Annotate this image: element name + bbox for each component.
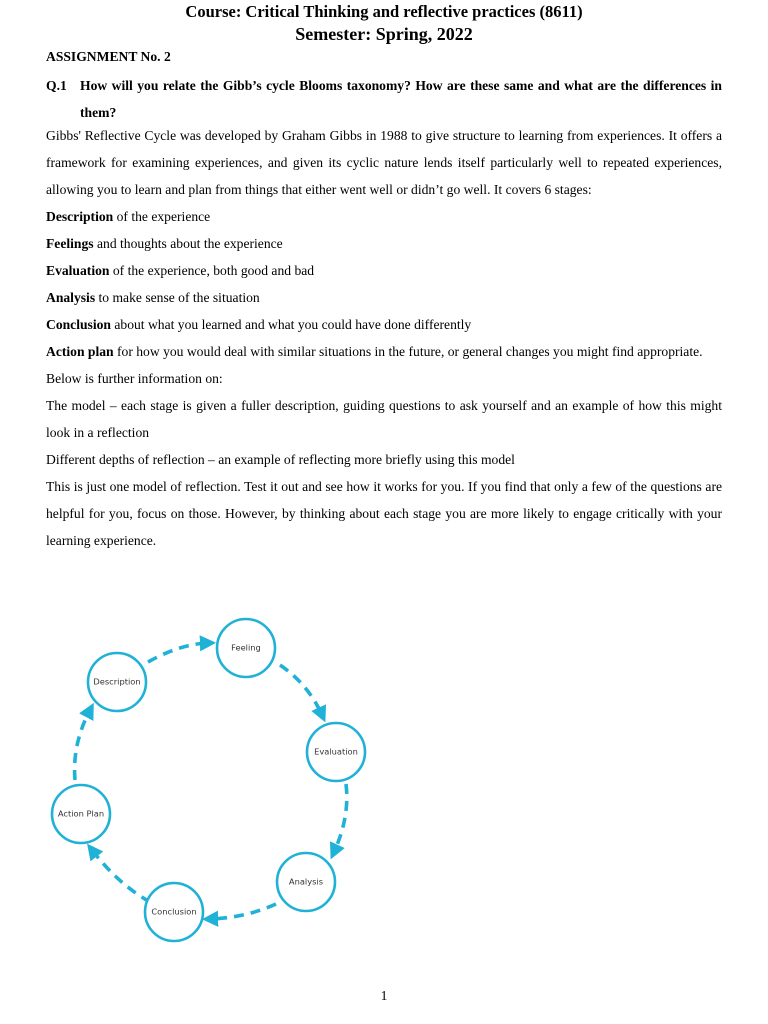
stage-item (46, 338, 722, 365)
arrow-conclusion-to-actionplan (92, 850, 150, 902)
stage-desc: for how you would deal with similar situations in the future, or general changes you might find appropriate. (117, 344, 703, 359)
stage-term: Analysis (46, 290, 96, 305)
question-1 (46, 72, 722, 126)
question-text: How will you relate the Gibb’s cycle Blooms taxonomy? How are these same and what are the differences in them? (80, 78, 722, 120)
stage-item (46, 203, 722, 230)
closing-paragraph: This is just one model of reflection. Test it out and see how it works for you. If you find that only a few of the questions are helpful for you, focus on those. However, by thinking about each stage you are more likely to engage critically with your learning experience. (46, 479, 722, 548)
node-label-feeling: Feeling (231, 642, 261, 653)
assignment-heading: ASSIGNMENT No. 2 (46, 49, 171, 64)
stage-term: Evaluation (46, 263, 110, 278)
depths-paragraph: Different depths of reflection – an example of reflecting more briefly using this model (46, 452, 515, 467)
node-label-description: Description (93, 676, 141, 687)
page-number: 1 (380, 988, 388, 1003)
further-info-line: Below is further information on: (46, 371, 223, 386)
semester-title: Semester: Spring, 2022 (295, 24, 473, 44)
arrow-analysis-to-conclusion (210, 904, 276, 919)
gibbs-cycle-diagram (40, 612, 380, 952)
question-number: Q.1 (46, 78, 67, 93)
stage-desc: about what you learned and what you could have done differently (114, 317, 472, 332)
stage-term: Conclusion (46, 317, 111, 332)
stage-item (46, 284, 722, 311)
stage-term: Feelings (46, 236, 94, 251)
stage-desc: of the experience (116, 209, 211, 224)
stage-term: Action plan (46, 344, 114, 359)
stage-term: Description (46, 209, 114, 224)
course-title: Course: Critical Thinking and reflective practices (8611) (185, 2, 583, 21)
node-label-analysis: Analysis (288, 876, 324, 887)
stage-item (46, 230, 722, 257)
arrow-actionplan-to-description (75, 710, 90, 780)
stage-item (46, 311, 722, 338)
model-paragraph: The model – each stage is given a fuller description, guiding questions to ask yourself and an example of how this might look in a reflection (46, 398, 722, 440)
arrow-description-to-feeling (148, 643, 208, 662)
header (0, 2, 768, 46)
node-label-evaluation: Evaluation (314, 746, 358, 757)
stage-desc: and thoughts about the experience (96, 236, 283, 251)
body-text (46, 122, 722, 554)
stage-desc: to make sense of the situation (98, 290, 260, 305)
stage-desc: of the experience, both good and bad (112, 263, 315, 278)
node-label-conclusion: Conclusion (151, 906, 197, 917)
arrow-feeling-to-evaluation (280, 665, 322, 715)
arrow-evaluation-to-analysis (334, 784, 347, 852)
stage-item (46, 257, 722, 284)
intro-paragraph: Gibbs' Reflective Cycle was developed by Graham Gibbs in 1988 to give structure to learning from experiences. It offers a framework for examining experiences, and given its cyclic nature lends itself particularly well to repeated experiences, allowing you to learn and plan from things that either went well or didn’t go well. It covers 6 stages: (46, 128, 722, 197)
node-label-action-plan: Action Plan (57, 808, 105, 819)
